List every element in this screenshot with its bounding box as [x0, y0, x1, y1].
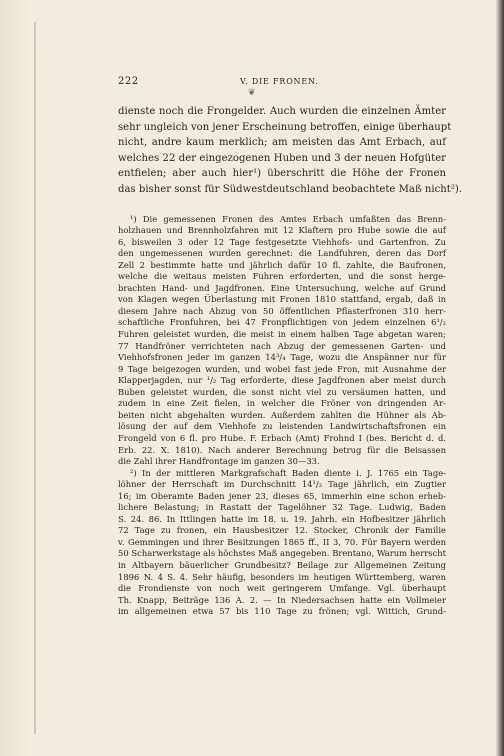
- footnote-1-line: Klapperjagden, nur ¹/₂ Tag erforderte, diese Jagdfronen aber meist durch: [118, 375, 446, 386]
- footnote-1-line: die Zahl ihrer Handfrontage im ganzen 30—33.: [118, 456, 320, 467]
- running-head: V. DIE FRONEN.: [240, 77, 319, 86]
- main-text: [118, 104, 463, 198]
- text-line: nicht, andre kaum merklich; am meisten das Amt Erbach, auf: [118, 137, 446, 149]
- footnote-2-line: v. Gemmingen und ihrer Besitzungen 1865 ff., II 3, 70. Für Bayern werden: [118, 536, 446, 547]
- page-number: 222: [118, 76, 139, 87]
- page-edge-shadow: [496, 0, 504, 756]
- text-line: dienste noch die Frongelder. Auch wurden die einzelnen Ämter: [118, 106, 446, 117]
- footnote-1-line: ¹) Die gemessenen Fronen des Amtes Erbach umfaßten das Brenn-: [130, 213, 446, 224]
- footnotes: [118, 214, 446, 618]
- footnote-2-line: Th. Knapp, Beiträge 136 A. 2. — In Niedersachsen hatte ein Vollmeier: [118, 594, 446, 605]
- footnote-1-line: welche die weitaus meisten Fuhren erforderten, und die sonst herge-: [118, 271, 446, 282]
- footnote-2-line: 72 Tage zu fronen, ein Hausbesitzer 12. Stocker, Chronik der Familie: [118, 525, 446, 536]
- footnote-1-line: Frongeld von 6 fl. pro Hube. F. Erbach (Amt) Frohnd I (bes. Bericht d. d.: [118, 432, 446, 443]
- footnote-1-line: diesem Jahre nach Abzug von 50 öffentlichen Pflasterfronen 310 herr-: [118, 305, 446, 316]
- footnote-1-line: Erb. 22. X. 1810). Nach anderer Berechnung betrug für die Beisassen: [118, 444, 446, 455]
- printer-ornament-icon: ❦: [248, 88, 257, 98]
- text-line: welches 22 der eingezogenen Huben und 3 der neuen Hofgüter: [118, 152, 446, 164]
- page-header: [118, 76, 446, 98]
- footnote-1-line: den ungemessenen wurden gerechnet: die Landfuhren, deren das Dorf: [118, 248, 446, 259]
- footnote-1-line: brachten Hand- und Jagdfronen. Eine Untersuchung, welche auf Grund: [118, 282, 446, 293]
- footnote-2-line: lichere Belastung; in Rastatt der Tagelöhner 32 Tage. Ludwig, Baden: [118, 502, 446, 513]
- text-line: entfielen; aber auch hier¹) überschritt die Höhe der Fronen: [118, 168, 446, 180]
- footnote-1-line: Fuhren geleistet wurden, die meist in einem halben Tage abgetan waren;: [118, 329, 446, 340]
- footnote-2-line: in Altbayern bäuerlicher Grundbesitz? Beilage zur Allgemeinen Zeitung: [118, 559, 446, 570]
- footnote-1-line: schaftliche Fronfuhren, bei 47 Fronpflichtigen von jedem einzelnen 6¹/₂: [118, 317, 446, 328]
- footnote-2-line: 1896 N. 4 S. 4. Sehr häufig, besonders im heutigen Württemberg, waren: [118, 571, 446, 582]
- footnote-1-line: Buben geleistet wurden, die sonst nicht viel zu versäumen hatten, und: [118, 386, 446, 397]
- footnote-2-line: löhner der Herrschaft im Durchschnitt 14¹/₂ Tage jährlich, ein Zugtier: [118, 479, 446, 490]
- footnote-1-line: lösung der auf dem Viehhofe zu leistenden Landwirtschaftsfronen ein: [118, 421, 446, 432]
- footnote-1-line: von Klagen wegen Überlastung mit Fronen 1810 stattfand, ergab, daß in: [118, 294, 446, 305]
- text-block: [118, 76, 463, 618]
- footnote-1-line: 6, bisweilen 3 oder 12 Tage festgesetzte Viehhofs- und Gartenfron. Zu: [118, 236, 446, 247]
- footnote-1-line: Viehhofsfronen jeder im ganzen 14³/₄ Tage, wozu die Anspänner nur für: [118, 352, 446, 363]
- footnote-1-line: Zell 2 bestimmte hatte und jährlich dafür 10 fl. zahlte, die Baufronen,: [118, 259, 446, 270]
- footnote-1-line: zudem in eine Zeit fielen, in welcher die Fröner von dringenden Ar-: [118, 398, 446, 409]
- footnote-1-line: 9 Tage beigezogen wurden, und wobei fast jede Fron, mit Ausnahme der: [118, 363, 446, 374]
- binding-line: [34, 22, 36, 734]
- footnote-1-line: beiten nicht abgehalten wurden. Außerdem zahlten die Hühner als Ab-: [118, 409, 446, 420]
- footnote-2-line: S. 24. 86. In Ittlingen hatte im 18. u. 19. Jahrh. ein Hofbesitzer jährlich: [118, 513, 446, 524]
- footnote-1-line: 77 Handfröner verrichteten nach Abzug der gemessenen Garten- und: [118, 340, 446, 351]
- footnote-2-line: die Frondienste von noch weit geringerem Umfange. Vgl. überhaupt: [118, 583, 446, 594]
- page-gutter: [0, 0, 34, 756]
- footnote-2-line: 16; im Oberamte Baden jener 23, dieses 65, immerhin eine schon erheb-: [118, 490, 446, 501]
- footnote-2-line: ²) In der mittleren Markgrafschaft Baden diente i. J. 1765 ein Tage-: [130, 467, 446, 478]
- footnote-2-line: im allgemeinen etwa 57 bis 110 Tage zu frönen; vgl. Wittich, Grund-: [118, 606, 446, 617]
- footnote-2-line: 50 Scharwerkstage als höchstes Maß angegeben. Brentano, Warum herrscht: [118, 548, 446, 559]
- footnote-1-line: holzhauen und Brennholzfahren mit 12 Klaftern pro Hube sowie die auf: [118, 225, 446, 236]
- text-line: das bisher sonst für Südwestdeutschland beobachtete Maß nicht²).: [118, 183, 463, 195]
- text-line: sehr ungleich von jener Erscheinung betroffen, einige überhaupt: [118, 121, 452, 133]
